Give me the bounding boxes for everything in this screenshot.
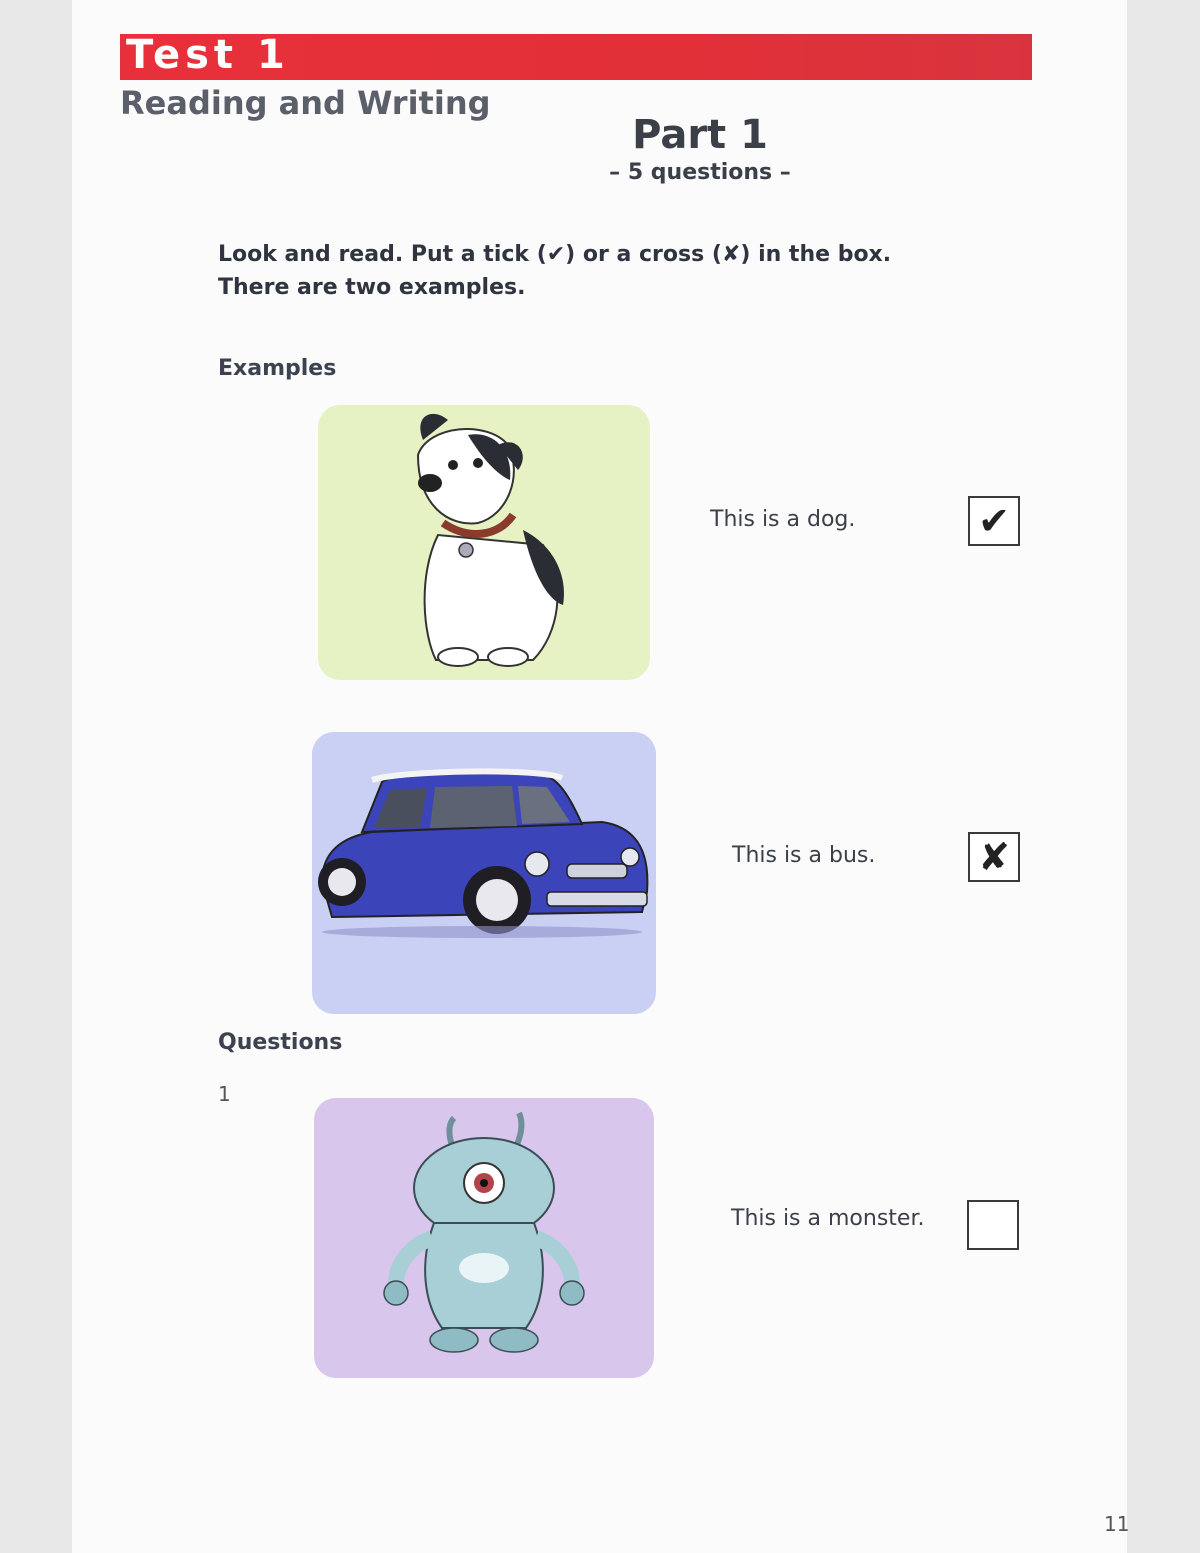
examples-heading: Examples xyxy=(218,356,337,381)
question-1-number: 1 xyxy=(218,1082,231,1106)
example-2-answer-box: ✘ xyxy=(968,832,1020,882)
dog-illustration xyxy=(318,405,650,680)
car-picture xyxy=(312,732,656,1014)
section-title: Reading and Writing xyxy=(120,84,491,122)
car-illustration xyxy=(312,732,656,1014)
part-title: Part 1 xyxy=(632,112,768,158)
question-1-answer-box[interactable] xyxy=(967,1200,1019,1250)
example-1-answer-box: ✔ xyxy=(968,496,1020,546)
dog-picture xyxy=(318,405,650,680)
instruction-line-2: There are two examples. xyxy=(218,275,526,300)
instruction-line-1: Look and read. Put a tick (✔) or a cross (✘) in the box. xyxy=(218,242,892,267)
monster-illustration xyxy=(314,1098,654,1378)
example-2-sentence: This is a bus. xyxy=(732,843,876,868)
example-1-sentence: This is a dog. xyxy=(710,507,856,532)
instructions xyxy=(218,238,978,304)
questions-heading: Questions xyxy=(218,1030,343,1055)
test-label: Test 1 xyxy=(126,32,290,78)
monster-picture xyxy=(314,1098,654,1378)
question-1-sentence: This is a monster. xyxy=(731,1206,925,1231)
page-number: 11 xyxy=(1104,1512,1130,1536)
part-subtitle: – 5 questions – xyxy=(609,160,791,185)
